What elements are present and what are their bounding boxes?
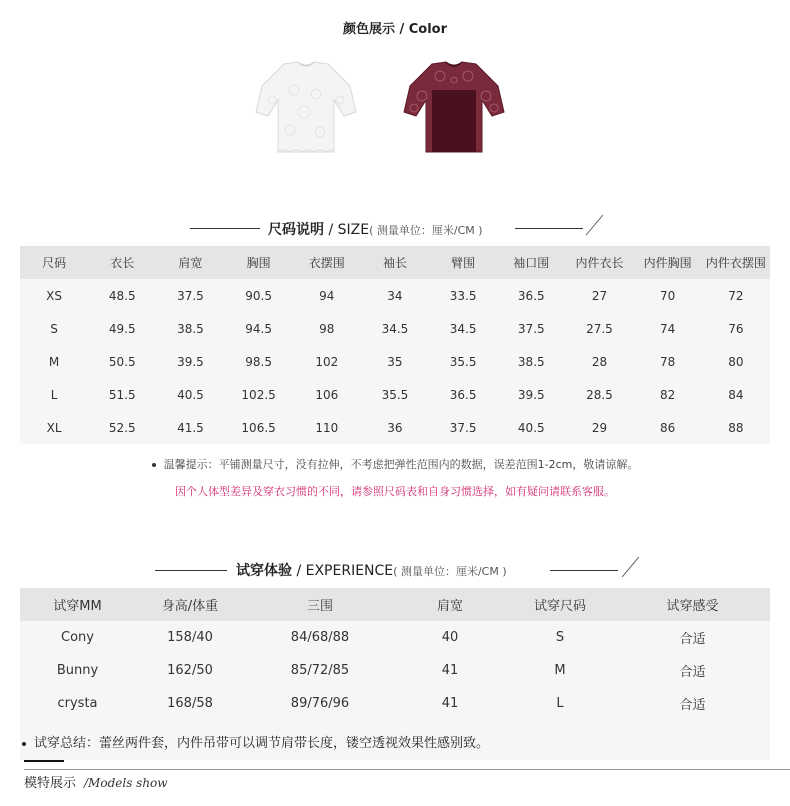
size-cell: 37.5 (449, 420, 477, 435)
size-cell: 52.5 (108, 420, 136, 435)
size-table-header-row (20, 246, 770, 279)
experience-table (20, 588, 770, 720)
size-cell: 106.5 (241, 420, 276, 435)
experience-cell: M (554, 663, 566, 678)
experience-summary: 试穿总结：蕾丝两件套，内件吊带可以调节肩带长度，镂空透视效果性感别致。 (20, 720, 770, 760)
size-table-row (20, 312, 770, 345)
size-cell: 106 (315, 387, 339, 402)
experience-cell: 合适 (679, 698, 706, 713)
size-cell: 50.5 (108, 354, 136, 369)
bullet-icon (22, 742, 26, 746)
size-cell: 90.5 (245, 288, 272, 303)
models-divider (24, 769, 790, 770)
experience-header-cell: 试穿尺码 (533, 599, 586, 614)
size-cell: 78 (659, 354, 676, 369)
size-cell: 84 (728, 387, 744, 402)
size-cell: 82 (659, 387, 676, 402)
size-cell: 28.5 (586, 387, 613, 402)
experience-cell: 41 (441, 696, 459, 711)
experience-cell: Bunny (56, 663, 99, 678)
size-cell: 29 (591, 420, 608, 435)
size-cell: 27 (591, 288, 608, 303)
size-cell: 88 (728, 420, 744, 435)
size-cell: 98.5 (245, 354, 272, 369)
size-cell: 49.5 (108, 321, 136, 336)
size-cell: 102 (315, 354, 339, 369)
experience-cell: 168/58 (167, 696, 213, 711)
experience-cell: 40 (441, 630, 459, 645)
white-lace-top-image (254, 60, 358, 156)
experience-cell: 84/68/88 (290, 630, 350, 645)
experience-cell: 89/76/96 (290, 696, 350, 711)
size-cell: 86 (659, 420, 676, 435)
size-header-cell: 袖长 (382, 256, 407, 270)
size-cell: S (50, 321, 58, 336)
experience-header-cell: 三围 (306, 599, 333, 614)
experience-cell: L (556, 696, 564, 711)
experience-cell: 合适 (679, 665, 706, 680)
size-header-cell: 臂围 (451, 256, 476, 270)
size-cell: 38.5 (177, 321, 204, 336)
color-section-title: 颜色展示 / Color (342, 22, 448, 37)
size-cell: 80 (728, 354, 744, 369)
size-section-title: 尺码说明 / SIZE( 测量单位：厘米/CM ) (268, 222, 483, 238)
size-header-cell: 衣摆围 (308, 256, 345, 270)
experience-table-row (20, 621, 770, 654)
size-cell: 36 (387, 420, 403, 435)
size-cell: 36.5 (517, 288, 545, 303)
size-tip: 温馨提示：平铺测量尺寸，没有拉伸，不考虑把弹性范围内的数据，误差范围1-2cm，敬请谅解。 (0, 456, 790, 472)
size-cell: 41.5 (177, 420, 204, 435)
size-cell: L (50, 387, 58, 402)
size-cell: 94.5 (245, 321, 272, 336)
wine-lace-top-image (402, 60, 506, 156)
models-section-title: 模特展示 /Models show (24, 776, 168, 791)
size-cell: 34 (387, 288, 403, 303)
experience-cell: 合适 (679, 632, 706, 647)
experience-cell: crysta (57, 696, 98, 711)
size-cell: M (48, 354, 60, 369)
size-cell: 40.5 (177, 387, 204, 402)
size-table-row (20, 279, 770, 312)
size-header-cell: 内件胸围 (643, 256, 692, 270)
size-header-cell: 肩宽 (178, 256, 203, 270)
size-cell: 110 (315, 420, 339, 435)
experience-cell: Cony (61, 630, 94, 645)
experience-header-cell: 试穿MM (53, 599, 102, 614)
size-cell: 37.5 (517, 321, 545, 336)
size-header-cell: 内件衣摆围 (705, 256, 766, 270)
size-cell: 33.5 (449, 288, 477, 303)
experience-cell: S (555, 630, 565, 645)
size-cell: 98 (319, 321, 335, 336)
size-cell: XS (46, 288, 62, 303)
experience-section-title: 试穿体验 / EXPERIENCE( 测量单位：厘米/CM ) (236, 563, 507, 579)
size-cell: 51.5 (108, 387, 136, 402)
experience-cell: 162/50 (167, 663, 213, 678)
size-table-row (20, 411, 770, 444)
size-table (20, 246, 770, 444)
experience-header-cell: 身高/体重 (161, 599, 219, 614)
size-header-cell: 尺码 (42, 256, 67, 270)
experience-header-cell: 肩宽 (436, 599, 463, 614)
experience-table-row (20, 654, 770, 687)
size-cell: 38.5 (517, 354, 545, 369)
experience-table-header-row (20, 588, 770, 621)
size-table-row (20, 378, 770, 411)
size-cell: 35.5 (449, 354, 477, 369)
experience-cell: 41 (441, 663, 459, 678)
experience-header-cell: 试穿感受 (666, 599, 719, 614)
size-table-row (20, 345, 770, 378)
size-tip-warning: 因个人体型差异及穿衣习惯的不同，请参照尺码表和自身习惯选择，如有疑问请联系客服。 (175, 485, 615, 498)
experience-section-header (0, 555, 790, 585)
size-cell: XL (46, 420, 62, 435)
size-cell: 35 (387, 354, 403, 369)
size-section-header (0, 214, 790, 244)
size-cell: 34.5 (449, 321, 477, 336)
size-cell: 36.5 (449, 387, 477, 402)
size-header-cell: 袖口围 (513, 256, 550, 270)
size-cell: 40.5 (517, 420, 545, 435)
size-cell: 48.5 (108, 288, 136, 303)
experience-table-row (20, 687, 770, 720)
size-cell: 39.5 (517, 387, 545, 402)
size-cell: 28 (591, 354, 608, 369)
size-cell: 35.5 (381, 387, 409, 402)
size-cell: 74 (659, 321, 676, 336)
size-cell: 72 (728, 288, 744, 303)
size-header-cell: 衣长 (110, 256, 135, 270)
size-cell: 37.5 (177, 288, 204, 303)
size-cell: 27.5 (586, 321, 613, 336)
models-accent-bar (24, 760, 64, 762)
size-cell: 70 (659, 288, 676, 303)
size-header-cell: 内件衣长 (575, 256, 624, 270)
size-cell: 34.5 (381, 321, 409, 336)
size-cell: 39.5 (177, 354, 204, 369)
experience-cell: 158/40 (167, 630, 213, 645)
bullet-icon (152, 463, 156, 467)
size-header-cell: 胸围 (246, 256, 271, 270)
experience-cell: 85/72/85 (290, 663, 350, 678)
size-cell: 94 (319, 288, 335, 303)
size-cell: 76 (728, 321, 744, 336)
size-cell: 102.5 (241, 387, 276, 402)
